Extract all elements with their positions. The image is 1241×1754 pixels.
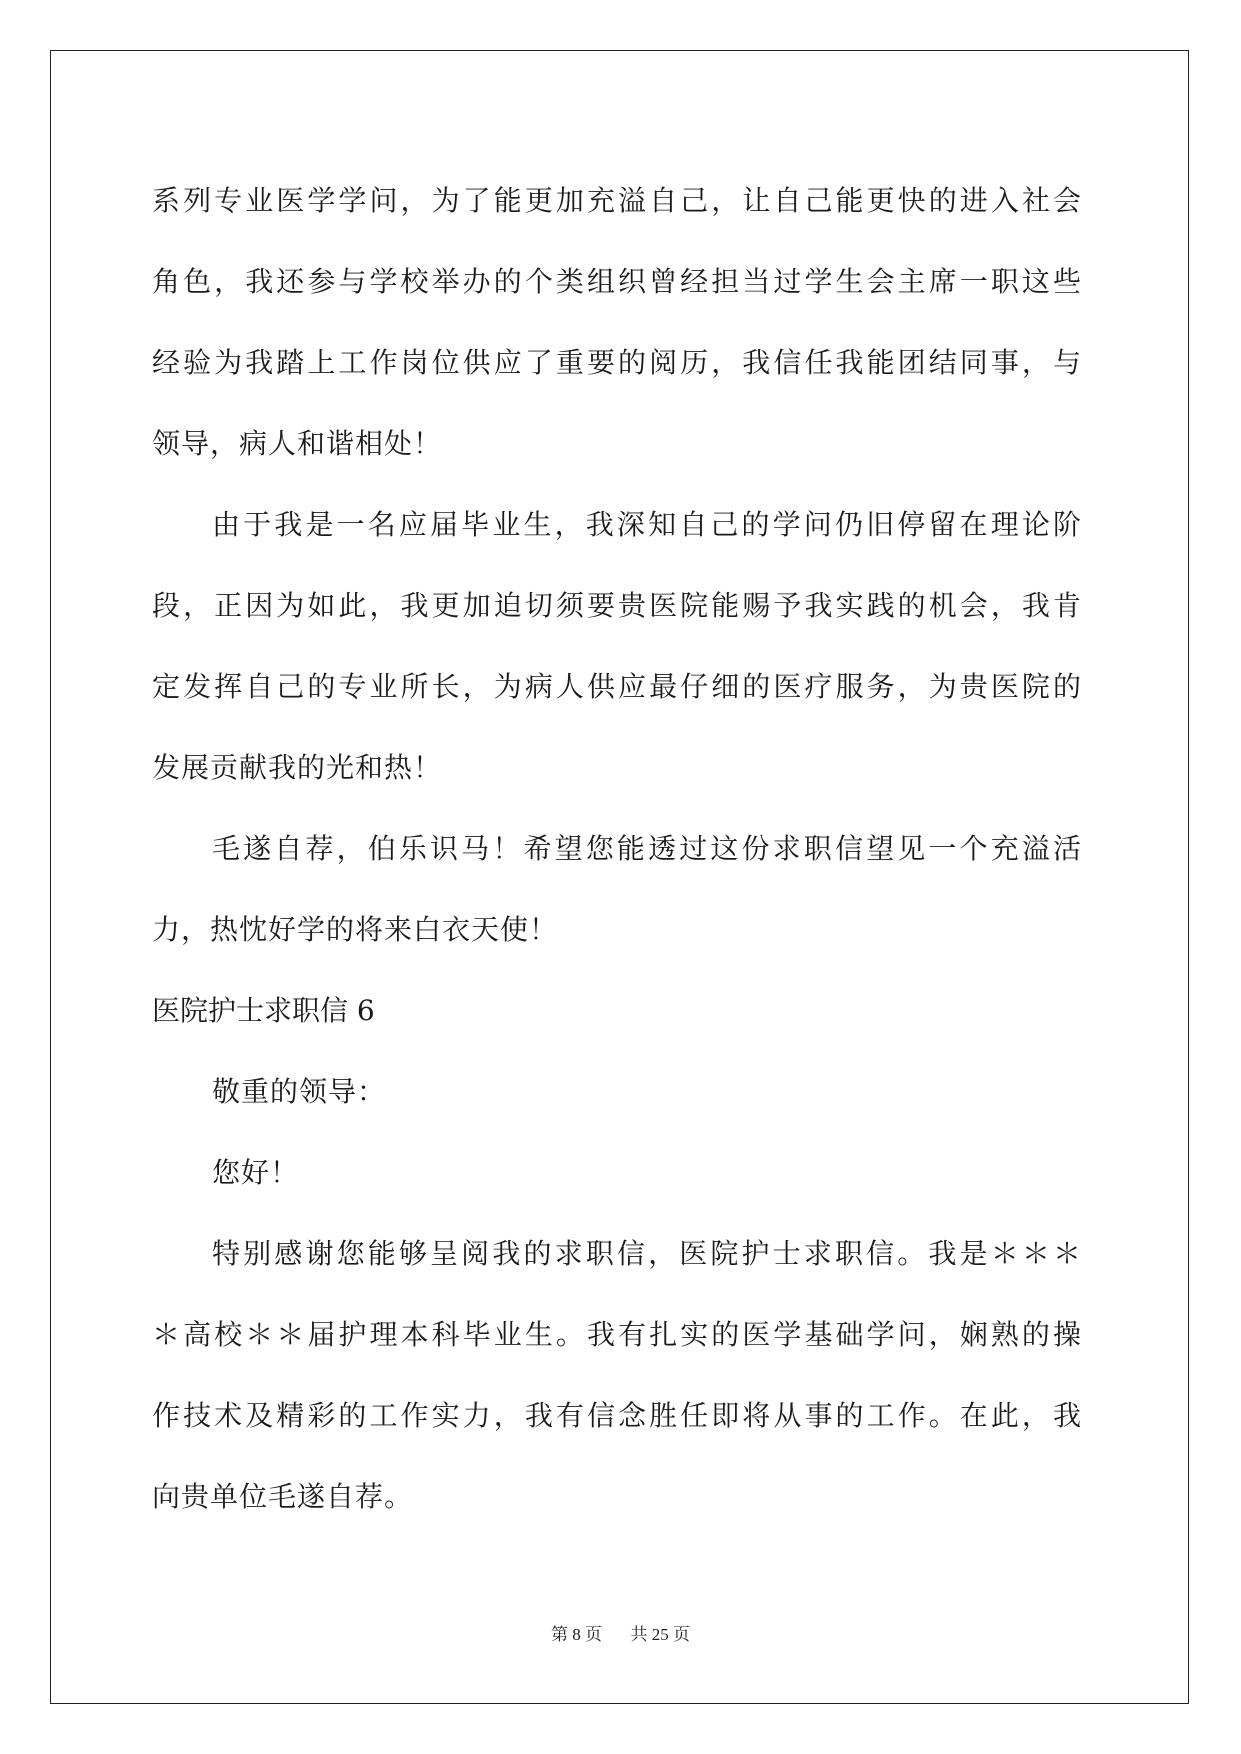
paragraph-first-line: 特别感谢您能够呈阅我的求职信，医院护士求职信。我是＊＊＊ [212, 1237, 1082, 1270]
document-body [152, 160, 1082, 1537]
text-line: 领导，病人和谐相处！ [152, 427, 443, 460]
text-line: 发展贡献我的光和热！ [152, 751, 443, 784]
page-footer [0, 1620, 1241, 1645]
text-line: 定发挥自己的专业所长，为病人供应最仔细的医疗服务，为贵医院的 [152, 670, 1082, 703]
text-line: 经验为我踏上工作岗位供应了重要的阅历，我信任我能团结同事，与 [152, 346, 1082, 379]
text-line: ＊高校＊＊届护理本科毕业生。我有扎实的医学基础学问，娴熟的操 [152, 1318, 1082, 1351]
text-line: 系列专业医学学问，为了能更加充溢自己，让自己能更快的进入社会 [152, 184, 1082, 217]
greeting: 您好！ [212, 1156, 300, 1189]
text-line: 力，热忱好学的将来白衣天使！ [152, 913, 559, 946]
text-line: 段，正因为如此，我更加迫切须要贵医院能赐予我实践的机会，我肯 [152, 589, 1082, 622]
paragraph-first-line: 由于我是一名应届毕业生，我深知自己的学问仍旧停留在理论阶 [212, 508, 1082, 541]
section-heading: 医院护士求职信 6 [152, 994, 375, 1027]
salutation: 敬重的领导： [212, 1075, 387, 1108]
text-line: 向贵单位毛遂自荐。 [152, 1480, 414, 1513]
page-total: 共 25 页 [630, 1625, 690, 1644]
text-line: 角色，我还参与学校举办的个类组织曾经担当过学生会主席一职这些 [152, 265, 1082, 298]
text-line: 作技术及精彩的工作实力，我有信念胜任即将从事的工作。在此，我 [152, 1399, 1082, 1432]
page-number: 第 8 页 [551, 1625, 602, 1644]
paragraph-first-line: 毛遂自荐，伯乐识马！希望您能透过这份求职信望见一个充溢活 [212, 832, 1082, 865]
